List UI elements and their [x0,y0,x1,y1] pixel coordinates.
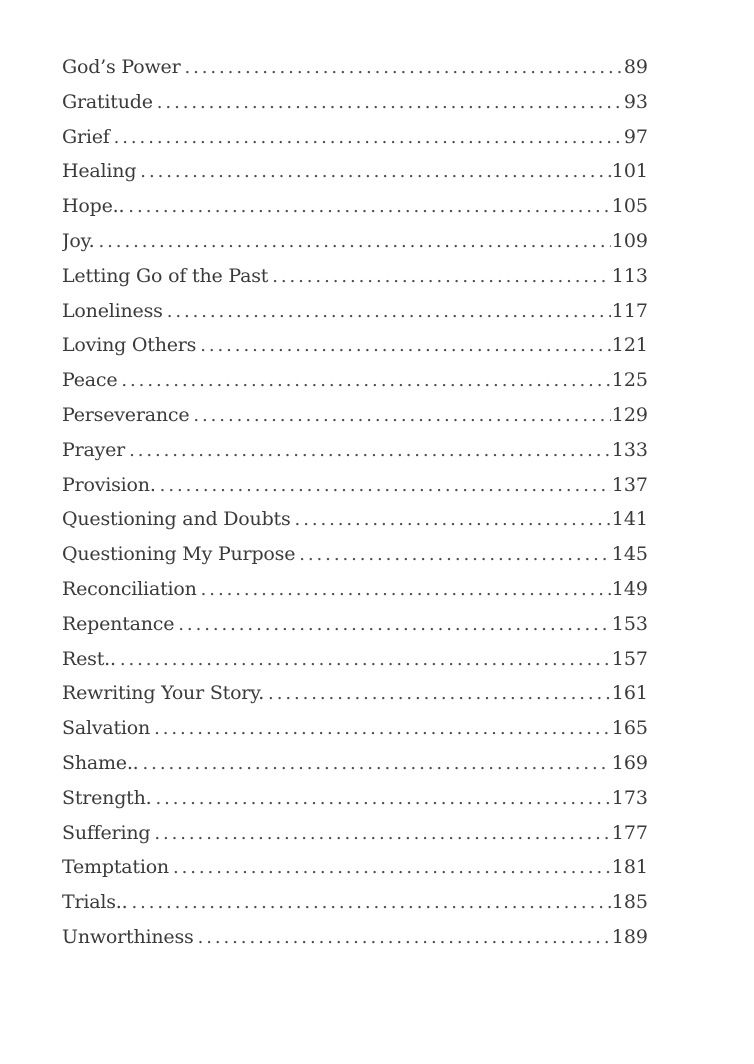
toc-entry-title: Grief [62,125,110,148]
toc-entry-title: Trials.. [62,891,128,914]
toc-entry-title: Gratitude [62,90,153,113]
toc-entry-title: Unworthiness [62,925,194,948]
toc-entry-title: Letting Go of the Past [62,264,269,287]
toc-dot-leader [295,509,611,530]
toc-entry-title: Prayer [62,438,126,461]
toc-dot-leader [160,475,611,496]
toc-entry [62,508,648,543]
toc-dot-leader [299,544,610,565]
toc-dot-leader [193,405,610,426]
toc-dot-leader [121,370,610,391]
toc-entry-page-number: 93 [623,90,648,113]
toc-entry-page-number: 165 [611,717,648,740]
toc-entry [62,578,648,613]
toc-entry-title: Rewriting Your Story. [62,682,265,705]
toc-entry-title: Temptation [62,856,169,879]
toc-entry-page-number: 173 [611,786,648,809]
toc-entry [62,230,648,265]
toc-entry-page-number: 149 [611,577,648,600]
toc-entry-title: Salvation [62,717,151,740]
toc-entry-page-number: 185 [611,891,648,914]
toc-entry-page-number: 89 [623,56,648,78]
toc-dot-leader [143,753,611,774]
toc-entry-page-number: 153 [611,612,648,635]
toc-entry-title: God’s Power [62,56,181,78]
toc-entry [62,543,648,578]
table-of-contents [62,56,648,961]
toc-dot-leader [157,92,623,113]
toc-entry-title: Suffering [62,821,151,844]
toc-entry [62,300,648,335]
toc-entry-title: Joy. [62,229,95,252]
toc-dot-leader [154,718,611,739]
toc-entry-title: Healing [62,160,137,183]
toc-entry-page-number: 177 [611,821,648,844]
toc-entry [62,787,648,822]
toc-entry [62,856,648,891]
toc-entry-page-number: 101 [611,160,648,183]
toc-dot-leader [131,892,610,913]
toc-dot-leader [198,927,611,948]
toc-entry [62,160,648,195]
toc-entry [62,404,648,439]
toc-entry-page-number: 97 [623,125,648,148]
toc-entry-title: Reconciliation [62,577,197,600]
toc-dot-leader [154,823,610,844]
toc-dot-leader [268,683,611,704]
toc-entry-page-number: 105 [611,195,648,218]
toc-entry-page-number: 125 [611,369,648,392]
toc-entry [62,474,648,509]
toc-entry-title: Provision. [62,473,156,496]
toc-dot-leader [129,440,611,461]
toc-dot-leader [99,231,611,252]
toc-entry-page-number: 137 [611,473,648,496]
toc-entry [62,891,648,926]
toc-entry-title: Perseverance [62,403,190,426]
toc-entry-title: Rest.. [62,647,116,670]
toc-entry-page-number: 157 [611,647,648,670]
toc-entry-title: Questioning My Purpose [62,543,296,566]
toc-entry [62,822,648,857]
toc-entry [62,648,648,683]
toc-entry-page-number: 117 [611,299,648,322]
toc-entry-title: Questioning and Doubts [62,508,291,531]
toc-dot-leader [201,579,611,600]
toc-entry [62,926,648,961]
toc-entry-page-number: 121 [611,334,648,357]
toc-entry [62,126,648,161]
toc-entry-page-number: 141 [611,508,648,531]
toc-entry-page-number: 129 [611,403,648,426]
toc-entry-page-number: 169 [611,751,648,774]
toc-entry-page-number: 189 [611,925,648,948]
toc-dot-leader [200,335,611,356]
toc-entry [62,91,648,126]
toc-dot-leader [120,649,611,670]
toc-dot-leader [272,266,611,287]
toc-entry [62,717,648,752]
toc-entry [62,752,648,787]
toc-entry [62,369,648,404]
toc-entry [62,613,648,648]
toc-entry-title: Shame.. [62,751,139,774]
toc-entry-page-number: 181 [611,856,648,879]
toc-dot-leader [156,788,611,809]
toc-entry-page-number: 133 [611,438,648,461]
toc-entry-title: Repentance [62,612,175,635]
toc-entry [62,56,648,91]
toc-entry [62,334,648,369]
toc-entry-page-number: 113 [611,264,648,287]
toc-entry-title: Loneliness [62,299,163,322]
toc-dot-leader [140,161,610,182]
toc-entry [62,195,648,230]
toc-dot-leader [128,196,610,217]
toc-entry [62,682,648,717]
toc-dot-leader [178,614,610,635]
toc-entry-page-number: 145 [611,543,648,566]
toc-entry-title: Hope.. [62,195,125,218]
toc-entry-title: Peace [62,369,118,392]
toc-entry [62,439,648,474]
toc-entry-page-number: 109 [611,229,648,252]
toc-entry-title: Strength. [62,786,152,809]
toc-dot-leader [184,57,622,78]
toc-dot-leader [167,301,611,322]
toc-entry-title: Loving Others [62,334,197,357]
toc-dot-leader [173,857,611,878]
toc-dot-leader [114,127,623,148]
toc-entry-page-number: 161 [611,682,648,705]
toc-entry [62,265,648,300]
